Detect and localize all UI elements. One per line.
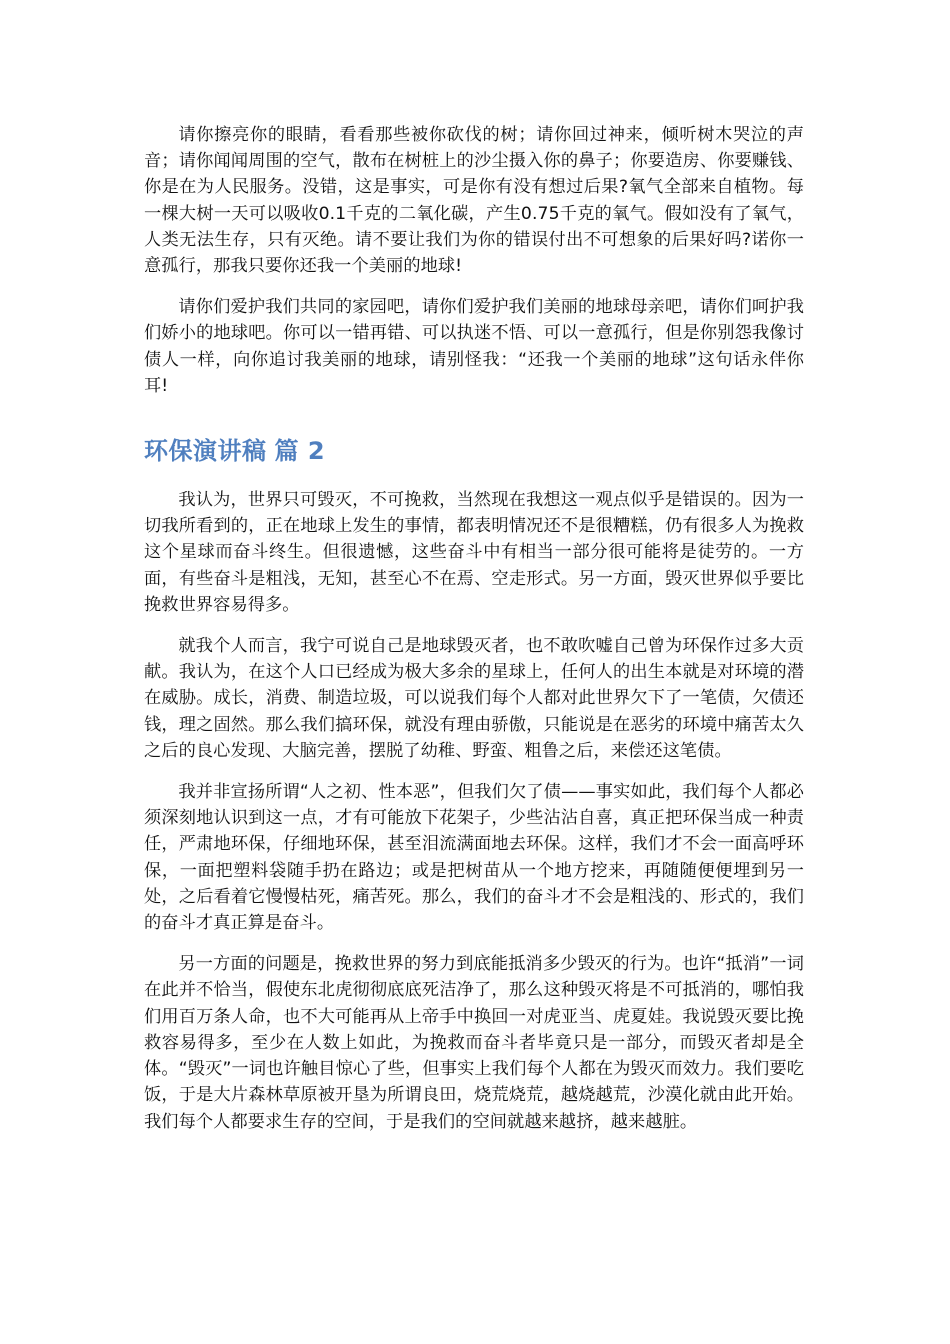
paragraph: 请你们爱护我们共同的家园吧，请你们爱护我们美丽的地球母亲吧，请你们呵护我们娇小的地球吧。你可以一错再错、可以执迷不悟、可以一意孤行，但是你别怨我像讨债人一样，向你追讨我美丽的地球，请别怪我：“还我一个美丽的地球”这句话永伴你耳! [144,297,804,396]
document-page [144,122,804,1135]
paragraph: 请你擦亮你的眼睛，看看那些被你砍伐的树；请你回过神来，倾听树木哭泣的声音；请你闻闻周围的空气，散布在树桩上的沙尘摄入你的鼻子；你要造房、你要赚钱、你是在为人民服务。没错，这是事实，可是你有没有想过后果?氧气全部来自植物。每一棵大树一天可以吸收0.1千克的二氧化碳，产生0.75千克的氧气。假如没有了氧气，人类无法生存，只有灭绝。请不要让我们为你的错误付出不可想象的后果好吗?诺你一意孤行，那我只要你还我一个美丽的地球! [144,125,804,277]
paragraph: 我认为，世界只可毁灭，不可挽救，当然现在我想这一观点似乎是错误的。因为一切我所看到的，正在地球上发生的事情，都表明情况还不是很糟糕，仍有很多人为挽救这个星球而奋斗终生。但很遗憾，这些奋斗中有相当一部分很可能将是徒劳的。一方面，有些奋斗是粗浅，无知，甚至心不在焉、空走形式。另一方面，毁灭世界似乎要比挽救世界容易得多。 [144,490,804,615]
paragraph: 我并非宣扬所谓“人之初、性本恶”，但我们欠了债——事实如此，我们每个人都必须深刻地认识到这一点，才有可能放下花架子，少些沾沾自喜，真正把环保当成一种责任，严肃地环保，仔细地环保，甚至泪流满面地去环保。这样，我们才不会一面高呼环保，一面把塑料袋随手扔在路边；或是把树苗从一个地方挖来，再随随便便埋到另一处，之后看着它慢慢枯死，痛苦死。那么，我们的奋斗才不会是粗浅的、形式的，我们的奋斗才真正算是奋斗。 [144,782,804,934]
paragraph: 另一方面的问题是，挽救世界的努力到底能抵消多少毁灭的行为。也许“抵消”一词在此并不恰当，假使东北虎彻彻底底死洁净了，那么这种毁灭将是不可抵消的，哪怕我们用百万条人命，也不大可能再从上帝手中换回一对虎亚当、虎夏娃。我说毁灭要比挽救容易得多，至少在人数上如此，为挽救而奋斗者毕竟只是一部分，而毁灭者却是全体。“毁灭”一词也许触目惊心了些，但事实上我们每个人都在为毁灭而效力。我们要吃饭，于是大片森林草原被开垦为所谓良田，烧荒烧荒，越烧越荒，沙漠化就由此开始。我们每个人都要求生存的空间，于是我们的空间就越来越挤，越来越脏。 [144,954,804,1132]
paragraph: 就我个人而言，我宁可说自己是地球毁灭者，也不敢吹嘘自己曾为环保作过多大贡献。我认为，在这个人口已经成为极大多余的星球上，任何人的出生本就是对环境的潜在威胁。成长，消费、制造垃圾，可以说我们每个人都对此世界欠下了一笔债，欠债还钱，理之固然。那么我们搞环保，就没有理由骄傲，只能说是在恶劣的环境中痛苦太久之后的良心发现、大脑完善，摆脱了幼稚、野蛮、粗鲁之后，来偿还这笔债。 [144,636,804,761]
section-title-text: 环保演讲稿 [144,437,267,466]
section-heading [144,435,804,467]
section-number: 篇 2 [274,437,326,466]
